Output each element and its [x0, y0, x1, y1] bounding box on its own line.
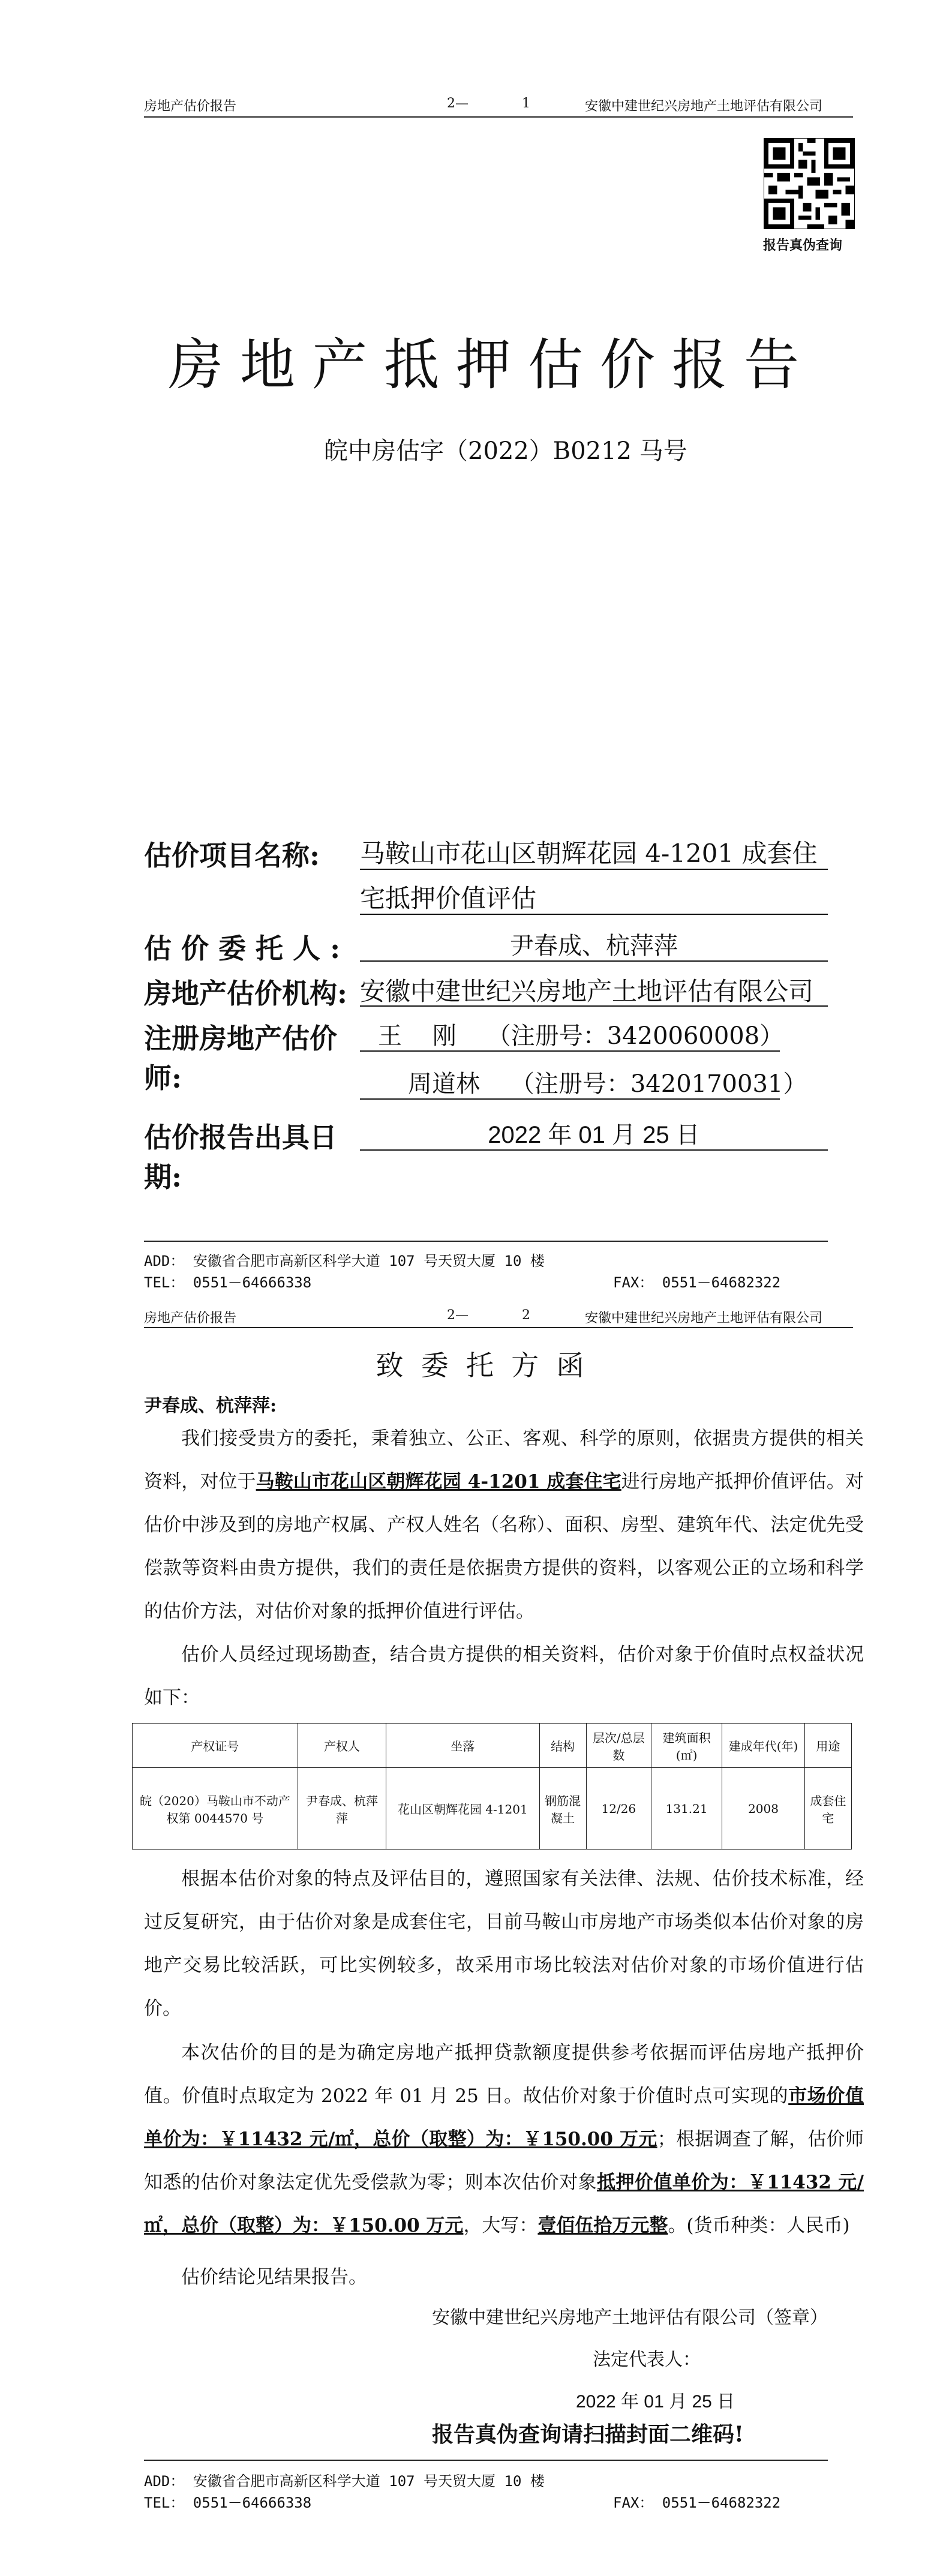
- table-header-cell: 产权证号: [133, 1724, 298, 1768]
- letter-paragraph-5: 估价结论见结果报告。: [181, 2266, 367, 2288]
- appraisal-org-label: 房地产估价机构:: [144, 977, 347, 1010]
- project-name-label: 估价项目名称:: [144, 839, 320, 872]
- property-table: [132, 1723, 852, 1850]
- table-cell: 花山区朝辉花园 4-1201: [386, 1768, 540, 1850]
- table-header-cell: 建筑面积(㎡): [651, 1724, 722, 1768]
- appraisal-org-value: 安徽中建世纪兴房地产土地评估有限公司: [360, 972, 828, 1007]
- qr-caption: 报告真伪查询: [763, 238, 843, 253]
- letter-salutation: 尹春成、杭萍萍:: [144, 1395, 277, 1416]
- page2-header-rule: [144, 1327, 853, 1328]
- table-cell: 钢筋混凝土: [539, 1768, 586, 1850]
- table-cell: 12/26: [586, 1768, 651, 1850]
- table-cell: 成套住宅: [804, 1768, 851, 1850]
- table-header-cell: 结构: [539, 1724, 586, 1768]
- company-signature: 安徽中建世纪兴房地产土地评估有限公司（签章）: [432, 2307, 828, 2328]
- page2-footer-tel: TEL： 0551－64666338: [144, 2494, 312, 2511]
- letter-paragraph-2: 估价人员经过现场勘查，结合贵方提供的相关资料，估价对象于价值时点权益状况如下：: [144, 1644, 864, 1709]
- page2-header-left: 房地产估价报告: [144, 1311, 237, 1326]
- table-header-row: [133, 1724, 852, 1768]
- report-date-value: 2022 年 01 月 25 日: [360, 1116, 828, 1151]
- table-header-cell: 建成年代(年): [722, 1724, 805, 1768]
- project-name-value-line2: 宅抵押价值评估: [360, 879, 828, 915]
- page1-header-left: 房地产估价报告: [144, 99, 237, 114]
- table-header-cell: 用途: [804, 1724, 851, 1768]
- letter-title: 致 委 托 方 函: [376, 1349, 584, 1382]
- appraiser-1: 王 刚 （注册号：3420060008）: [360, 1017, 780, 1052]
- table-header-cell: 层次/总层数: [586, 1724, 651, 1768]
- table-header-cell: 产权人: [298, 1724, 386, 1768]
- page1-header-right: 安徽中建世纪兴房地产土地评估有限公司: [585, 99, 823, 114]
- letter-paragraph-4: 本次估价的目的是为确定房地产抵押贷款额度提供参考依据而评估房地产抵押价值。价值时点取定为 2022 年 01 月 25 日。故估价对象于价值时点可实现的市场价值单价为：￥11432 元/㎡，总价（取整）为：￥150.00 万元；根据调查了解，估价师知悉的估价对象法定优先受偿款为零；则本次估价对象抵押价值单价为：￥11432 元/㎡，总价（取整）为：￥150.00 万元，大写：壹佰伍拾万元整。(货币种类：人民币): [144, 2042, 864, 2236]
- document-number: 皖中房估字（2022）B0212 马号: [324, 437, 687, 465]
- page1-footer-fax: FAX： 0551－64682322: [613, 1274, 781, 1291]
- page1-header-mid: 2—: [447, 96, 469, 111]
- page1-footer-rule: [144, 1241, 828, 1242]
- page2-footer-address: ADD： 安徽省合肥市高新区科学大道 107 号天贸大厦 10 楼: [144, 2473, 545, 2490]
- page2-page-number: 2: [522, 1308, 530, 1323]
- project-name-value-line1: 马鞍山市花山区朝辉花园 4-1201 成套住: [360, 834, 828, 870]
- table-cell: 2008: [722, 1768, 805, 1850]
- client-label: 估 价 委 托 人 :: [144, 932, 341, 965]
- report-date-label: 估价报告出具日期:: [144, 1121, 337, 1193]
- table-row: [133, 1768, 852, 1850]
- letter-paragraph-1: 我们接受贵方的委托，秉着独立、公正、客观、科学的原则，依据贵方提供的相关资料，对位于马鞍山市花山区朝辉花园 4-1201 成套住宅进行房地产抵押价值评估。对估价中涉及到的房地产权属、产权人姓名（名称）、面积、房型、建筑年代、法定优先受偿款等资料由贵方提供，我们的责任是依据贵方提供的资料，以客观公正的立场和科学的估价方法，对估价对象的抵押价值进行评估。: [144, 1428, 864, 1622]
- table-header-cell: 坐落: [386, 1724, 540, 1768]
- page1-footer-address: ADD： 安徽省合肥市高新区科学大道 107 号天贸大厦 10 楼: [144, 1253, 545, 1269]
- page2-footer-fax: FAX： 0551－64682322: [613, 2494, 781, 2511]
- letter-paragraph-3: 根据本估价对象的特点及评估目的，遵照国家有关法律、法规、估价技术标准，经过反复研究，由于估价对象是成套住宅，目前马鞍山市房地产市场类似本估价对象的房地产交易比较活跃，可比实例较多，故采用市场比较法对估价对象的市场价值进行估价。: [144, 1868, 864, 2019]
- page1-footer-tel: TEL： 0551－64666338: [144, 1274, 312, 1291]
- page2-header-right: 安徽中建世纪兴房地产土地评估有限公司: [585, 1311, 823, 1326]
- table-cell: 皖（2020）马鞍山市不动产权第 0044570 号: [133, 1768, 298, 1850]
- table-cell: 尹春成、杭萍萍: [298, 1768, 386, 1850]
- table-cell: 131.21: [651, 1768, 722, 1850]
- page2-footer-rule: [144, 2460, 828, 2461]
- client-value: 尹春成、杭萍萍: [360, 927, 828, 962]
- letter-date: 2022 年 01 月 25 日: [576, 2392, 735, 2412]
- qr-code-icon[interactable]: [764, 138, 855, 229]
- page1-page-number: 1: [522, 96, 530, 111]
- page1-header-rule: [144, 116, 853, 118]
- appraiser-label: 注册房地产估价师:: [144, 1022, 337, 1094]
- authenticity-notice: 报告真伪查询请扫描封面二维码!: [432, 2422, 744, 2447]
- page2-header-mid: 2—: [447, 1308, 469, 1323]
- report-title: 房地产抵押估价报告: [167, 333, 816, 397]
- legal-representative: 法定代表人：: [593, 2349, 701, 2370]
- appraiser-2: 周道林 （注册号：3420170031）: [360, 1065, 780, 1100]
